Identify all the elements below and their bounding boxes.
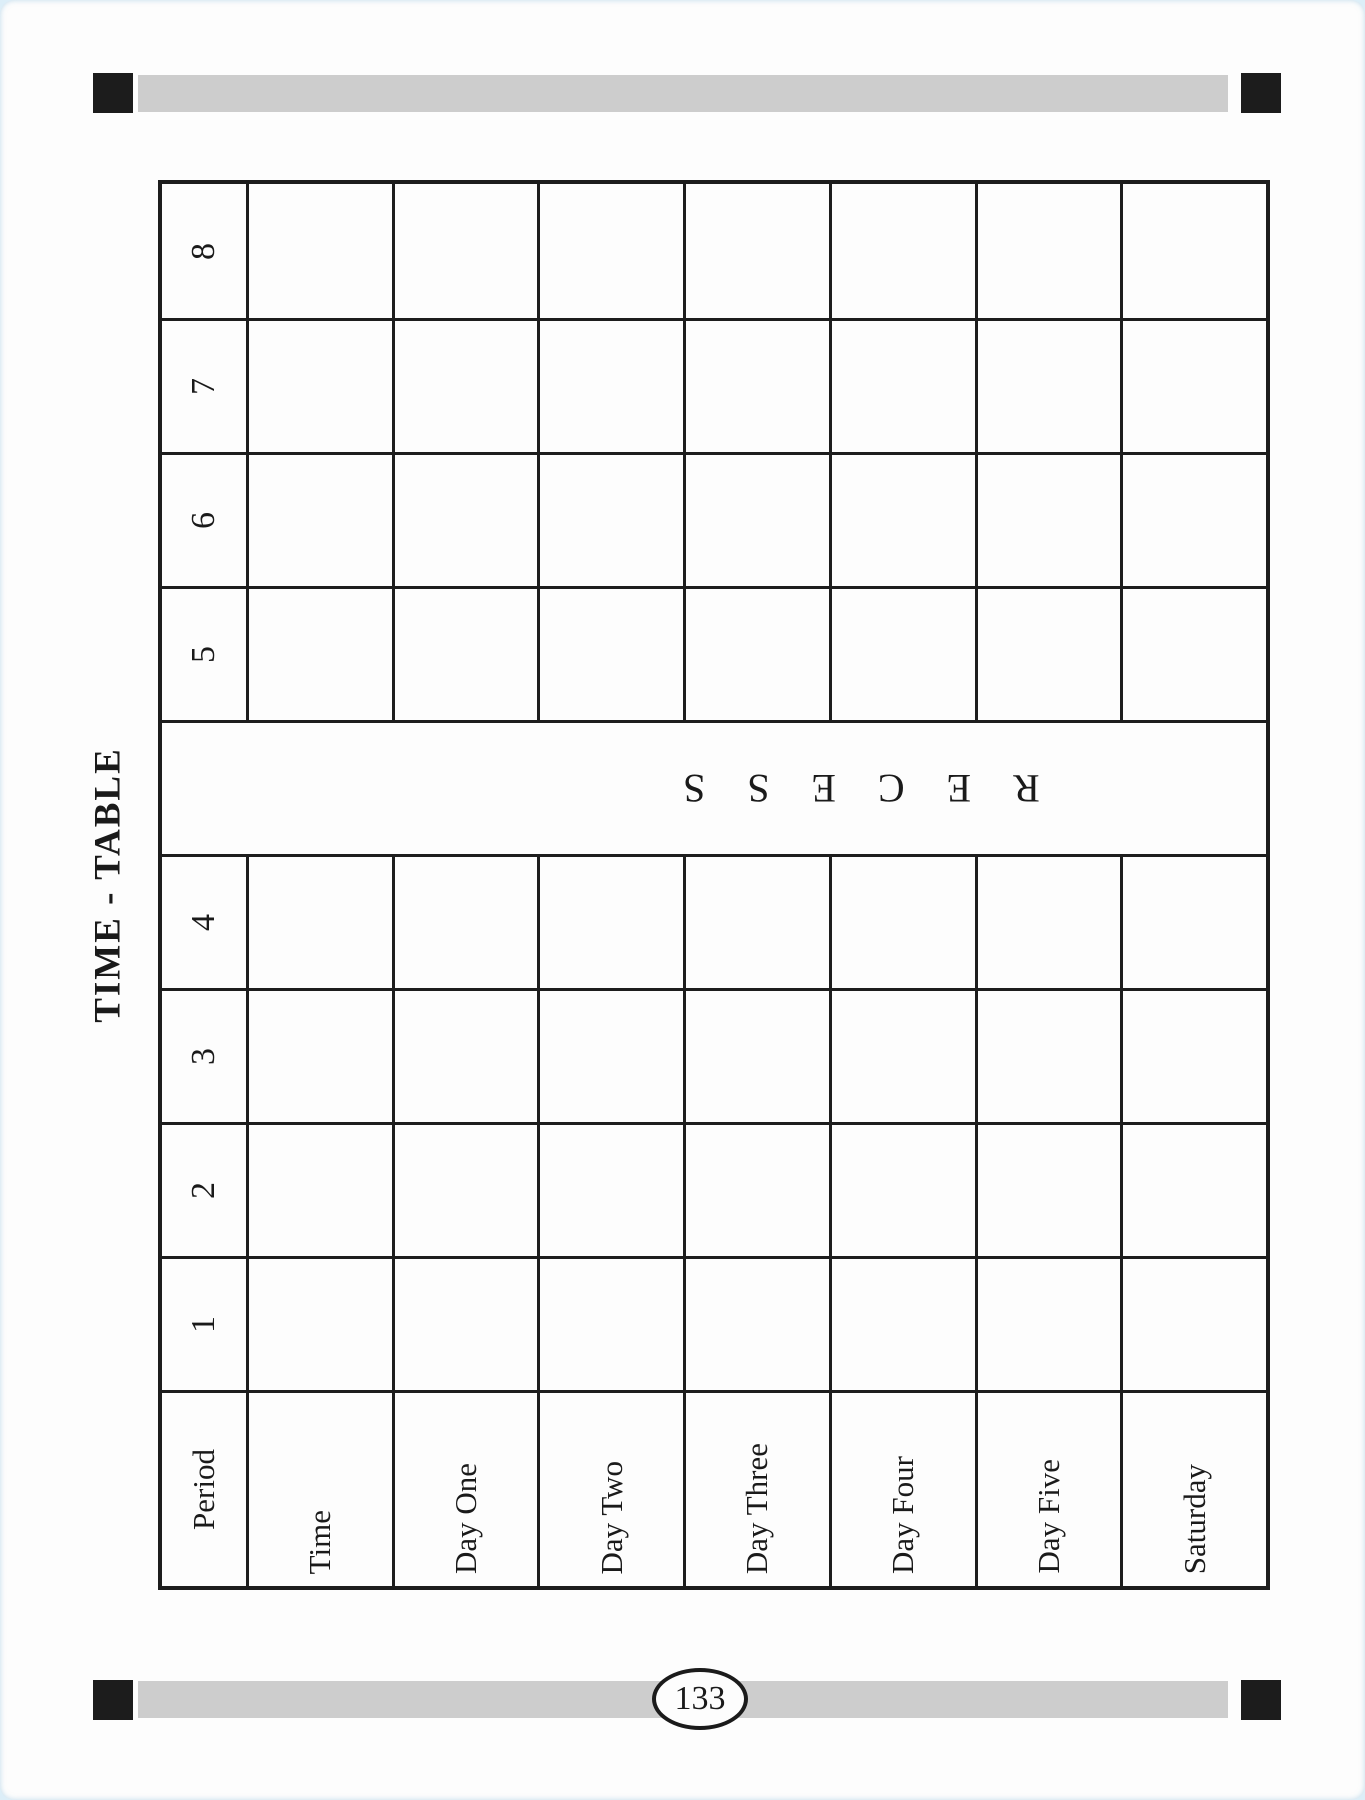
empty-cell — [392, 1122, 538, 1256]
header-cell-saturday — [1120, 1390, 1266, 1586]
empty-cell — [392, 318, 538, 452]
empty-cell — [829, 586, 975, 720]
empty-cell — [683, 1256, 829, 1390]
period-label-cell — [162, 452, 246, 586]
empty-cell — [392, 184, 538, 318]
empty-cell — [975, 318, 1121, 452]
empty-cell — [975, 452, 1121, 586]
bottom-right-corner-square — [1241, 1680, 1281, 1720]
empty-cell — [392, 854, 538, 988]
empty-cell — [1120, 1122, 1266, 1256]
period-3-label: 3 — [185, 1048, 222, 1065]
empty-cell — [537, 854, 683, 988]
empty-cell — [683, 586, 829, 720]
empty-cell — [392, 988, 538, 1122]
period-header-label: Period — [186, 1449, 221, 1530]
period-label-cell — [162, 854, 246, 988]
empty-cell — [246, 586, 392, 720]
day-one-header-label: Day One — [448, 1462, 484, 1574]
recess-label: RECESS — [640, 766, 1040, 811]
empty-cell — [829, 184, 975, 318]
empty-cell — [683, 184, 829, 318]
empty-cell — [246, 854, 392, 988]
empty-cell — [683, 854, 829, 988]
empty-cell — [392, 1256, 538, 1390]
page-number: 133 — [674, 1680, 726, 1717]
empty-cell — [537, 1122, 683, 1256]
period-label-cell — [162, 1122, 246, 1256]
day-three-header-label: Day Three — [739, 1442, 775, 1574]
empty-cell — [829, 854, 975, 988]
page-title: TIME - TABLE — [87, 747, 129, 1023]
time-header-label: Time — [302, 1509, 338, 1574]
empty-cell — [1120, 1256, 1266, 1390]
empty-cell — [975, 184, 1121, 318]
empty-cell — [829, 988, 975, 1122]
header-cell-day-one — [392, 1390, 538, 1586]
period-7-label: 7 — [185, 378, 222, 395]
empty-cell — [683, 988, 829, 1122]
top-decorative-bar — [138, 75, 1228, 112]
empty-cell — [537, 184, 683, 318]
header-cell-day-five — [975, 1390, 1121, 1586]
empty-cell — [246, 1122, 392, 1256]
empty-cell — [683, 1122, 829, 1256]
empty-cell — [1120, 854, 1266, 988]
empty-cell — [1120, 988, 1266, 1122]
empty-cell — [829, 318, 975, 452]
top-left-corner-square — [93, 73, 133, 113]
saturday-header-label: Saturday — [1176, 1463, 1212, 1574]
bottom-left-corner-square — [93, 1680, 133, 1720]
period-1-label: 1 — [185, 1316, 222, 1333]
empty-cell — [246, 1256, 392, 1390]
period-5-label: 5 — [185, 646, 222, 663]
day-four-header-label: Day Four — [885, 1456, 921, 1574]
period-8-label: 8 — [185, 242, 222, 260]
empty-cell — [1120, 318, 1266, 452]
header-cell-time — [246, 1390, 392, 1586]
empty-cell — [246, 318, 392, 452]
empty-cell — [392, 452, 538, 586]
period-6-label: 6 — [185, 512, 222, 529]
empty-cell — [975, 586, 1121, 720]
empty-cell — [829, 1122, 975, 1256]
empty-cell — [975, 1122, 1121, 1256]
period-label-cell — [162, 184, 246, 318]
header-cell-day-two — [537, 1390, 683, 1586]
empty-cell — [246, 184, 392, 318]
header-cell-day-three — [683, 1390, 829, 1586]
period-label-cell — [162, 988, 246, 1122]
empty-cell — [1120, 452, 1266, 586]
empty-cell — [537, 452, 683, 586]
period-label-cell — [162, 1256, 246, 1390]
empty-cell — [683, 318, 829, 452]
empty-cell — [975, 988, 1121, 1122]
empty-cell — [975, 854, 1121, 988]
empty-cell — [537, 988, 683, 1122]
empty-cell — [537, 1256, 683, 1390]
header-cell-day-four — [829, 1390, 975, 1586]
period-4-label: 4 — [185, 914, 222, 931]
empty-cell — [1120, 184, 1266, 318]
empty-cell — [246, 988, 392, 1122]
empty-cell — [246, 452, 392, 586]
empty-cell — [829, 1256, 975, 1390]
empty-cell — [392, 586, 538, 720]
period-label-cell — [162, 318, 246, 452]
empty-cell — [1120, 586, 1266, 720]
page-number-badge — [652, 1668, 748, 1730]
empty-cell — [683, 452, 829, 586]
timetable-grid — [158, 180, 1270, 1590]
top-right-corner-square — [1241, 73, 1281, 113]
empty-cell — [829, 452, 975, 586]
day-two-header-label: Day Two — [593, 1460, 629, 1574]
header-cell-period — [162, 1390, 246, 1586]
period-2-label: 2 — [185, 1182, 222, 1199]
period-label-cell — [162, 586, 246, 720]
day-five-header-label: Day Five — [1030, 1459, 1066, 1574]
empty-cell — [537, 318, 683, 452]
empty-cell — [537, 586, 683, 720]
recess-band — [162, 720, 1266, 854]
empty-cell — [975, 1256, 1121, 1390]
